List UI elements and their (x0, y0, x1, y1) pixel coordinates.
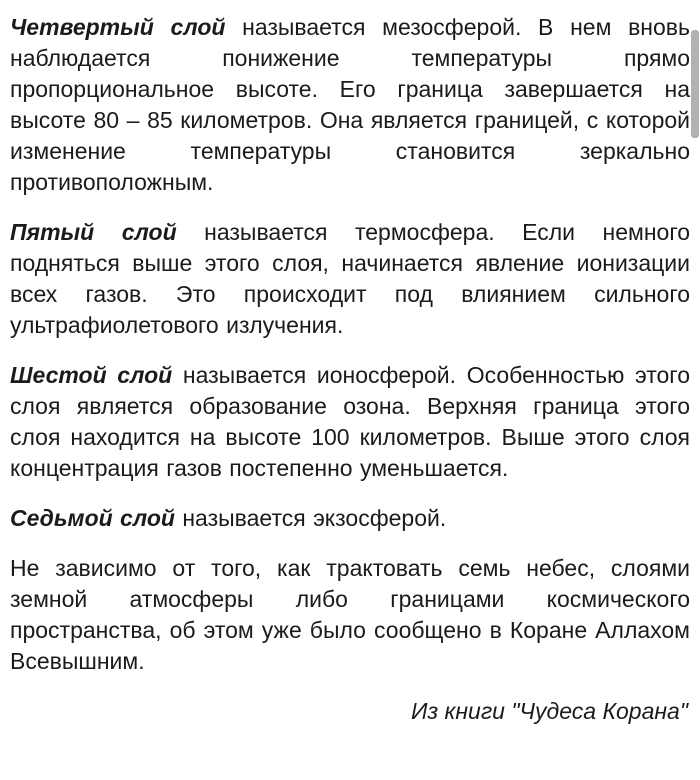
paragraph-fourth-layer (10, 12, 690, 198)
paragraph-text: Не зависимо от того, как трактовать семь небес, слоями земной атмосферы либо границами космического пространства, об этом уже было сообщено в Коране Аллахом Всевышним. (10, 555, 690, 674)
paragraph-text: называется экзосферой. (174, 505, 447, 531)
paragraph-lead: Пятый слой (10, 219, 177, 245)
paragraph-sixth-layer (10, 360, 690, 484)
book-attribution: Из книги "Чудеса Корана" (411, 698, 688, 724)
paragraph-fifth-layer (10, 217, 690, 341)
paragraph-text: называется термосфера. Если немного подняться выше этого слоя, начинается явление ионизации всех газов. Это происходит под влиянием сильного ультрафиолетового излучения. (10, 219, 690, 338)
paragraph-conclusion (10, 553, 690, 677)
paragraph-lead: Четвертый слой (10, 14, 226, 40)
paragraph-lead: Шестой слой (10, 362, 173, 388)
paragraph-lead: Седьмой слой (10, 505, 175, 531)
scrollbar-thumb[interactable] (691, 30, 699, 138)
paragraph-text: называется мезосферой. В нем вновь наблюдается понижение температуры прямо пропорциональное высоте. Его граница завершается на высоте 80 – 85 километров. Она является границей, с которой изменение температуры становится зеркально противоположным. (10, 14, 690, 195)
paragraph-seventh-layer (10, 503, 690, 534)
paragraph-text: называется ионосферой. Особенностью этого слоя является образование озона. Верхняя граница этого слоя находится на высоте 100 километров. Выше этого слоя концентрация газов постепенно уменьшается. (10, 362, 690, 481)
